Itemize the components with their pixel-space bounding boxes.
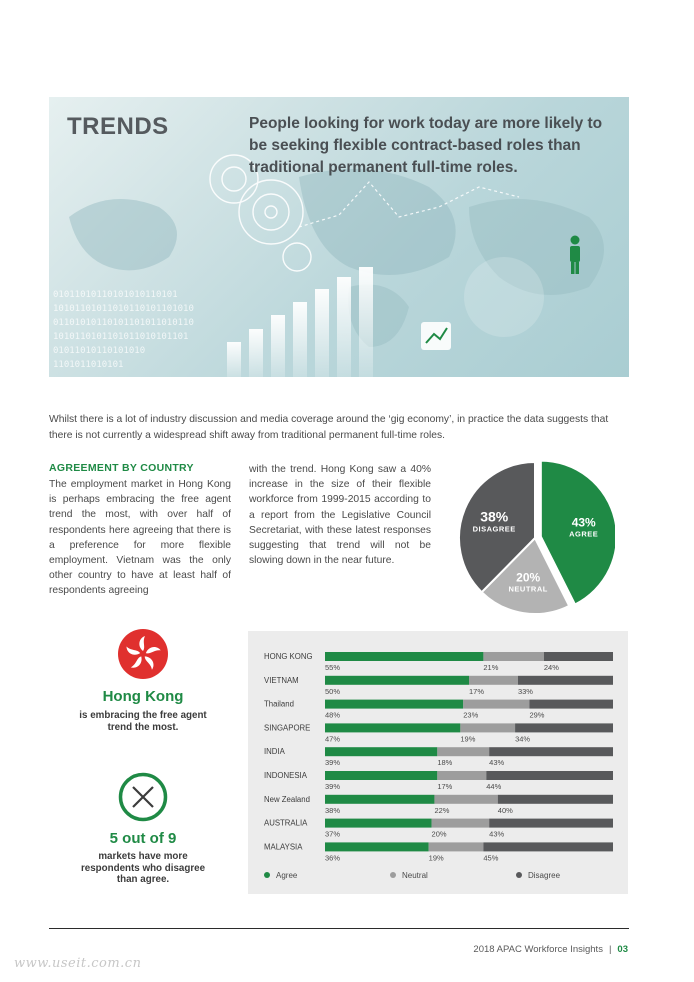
country-label: AUSTRALIA (264, 818, 308, 828)
bar-disagree (529, 700, 613, 709)
bar-neutral (469, 676, 518, 685)
bar-disagree (518, 676, 613, 685)
pie-value-disagree: 38% (480, 508, 509, 525)
pie-label-agree: AGREE (569, 529, 599, 539)
bar-value-disagree: 44% (486, 782, 502, 791)
footer-divider (49, 928, 629, 929)
country-label: HONG KONG (264, 652, 313, 661)
bar-value-neutral: 19% (428, 853, 444, 863)
svg-text:1010110101101011010101101: 1010110101101011010101101 (53, 332, 189, 342)
pie-value-agree: 43% (571, 515, 596, 530)
bar-value-disagree: 43% (489, 829, 505, 839)
bar-value-disagree: 33% (517, 686, 533, 696)
pie-value-neutral: 20% (516, 570, 541, 585)
country-stacked-bar-chart (248, 631, 628, 894)
bar-agree (325, 723, 460, 732)
bar-value-agree: 48% (325, 710, 341, 720)
country-bar-chart-panel (248, 631, 628, 894)
page-footer (473, 944, 628, 955)
hero-quote: People looking for work today are more likely to be seeking flexible contract-based roles than traditional permanent full-time roles. (249, 115, 603, 176)
svg-text:01011010110101010110101: 01011010110101010110101 (53, 290, 178, 300)
bar-agree (325, 842, 429, 851)
bar-value-neutral: 18% (437, 758, 453, 768)
svg-text:01011010110101010: 01011010110101010 (53, 346, 146, 356)
bar-value-neutral: 17% (437, 782, 453, 791)
bar-value-agree: 39% (325, 782, 341, 791)
bar-value-agree: 47% (325, 734, 341, 744)
hero-title: TRENDS (67, 113, 169, 140)
country-label: INDONESIA (264, 771, 307, 780)
country-label: MALAYSIA (264, 842, 303, 852)
hero-banner (49, 97, 629, 377)
bar-agree (325, 795, 434, 804)
bar-disagree (489, 747, 613, 756)
bar-neutral (434, 795, 497, 804)
hong-kong-flag-icon (118, 629, 168, 679)
bar-value-agree: 39% (325, 758, 341, 768)
five-out-of-nine-subtitle: markets have more respondents who disagree than agree. (80, 851, 206, 885)
agreement-pie-chart (455, 458, 615, 618)
hong-kong-title: Hong Kong (102, 688, 184, 705)
hong-kong-subtitle: is embracing the free agent trend the most. (79, 710, 207, 733)
bar-value-neutral: 19% (460, 734, 476, 744)
intro-paragraph: Whilst there is a lot of industry discussion and media coverage around the ‘gig economy’, in practice the data suggests that there is not currently a widespread shift away from traditional permanent full-time roles. (49, 414, 609, 441)
legend-label-disagree: Disagree (528, 871, 561, 880)
country-label: Thailand (264, 699, 294, 709)
bar-agree (325, 652, 483, 661)
bar-value-disagree: 24% (543, 663, 559, 672)
legend-label-agree: Agree (276, 871, 298, 880)
svg-text:01101010110101101011010110: 01101010110101101011010110 (53, 318, 194, 328)
bar-neutral (483, 652, 543, 661)
bar-value-neutral: 22% (434, 805, 450, 815)
bar-value-agree: 36% (325, 853, 341, 863)
bar-value-disagree: 45% (483, 853, 499, 863)
watermark: www.useit.com.cn (14, 956, 142, 971)
bar-agree (325, 676, 469, 685)
bar-neutral (437, 771, 486, 780)
bar-agree (325, 700, 463, 709)
bar-disagree (515, 723, 613, 732)
bar-value-disagree: 29% (529, 710, 545, 720)
bar-agree (325, 747, 437, 756)
bar-disagree (489, 819, 613, 828)
bar-value-agree: 50% (325, 686, 341, 696)
body-column-2: with the trend. Hong Kong saw a 40% increase in the size of their flexible workforce from 1999-2015 according to a report from the Legislative Council Secretariat, with these latest responses suggesting that trend will not be slowing down in the near future. (249, 464, 431, 567)
bar-disagree (498, 795, 613, 804)
bar-neutral (437, 747, 489, 756)
bar-agree (325, 771, 437, 780)
bar-value-disagree: 34% (515, 734, 531, 744)
bar-value-neutral: 17% (469, 686, 485, 696)
bar-agree (325, 819, 432, 828)
bar-value-agree: 55% (325, 663, 341, 672)
pie-label-disagree: DISAGREE (472, 524, 516, 534)
bar-value-agree: 38% (325, 805, 341, 815)
country-label: SINGAPORE (264, 723, 311, 733)
bar-neutral (429, 842, 484, 851)
footer-separator: | (608, 944, 612, 955)
legend-dot-disagree (516, 872, 522, 878)
five-out-of-nine-title: 5 out of 9 (109, 830, 177, 847)
svg-text:10101101011010110101101010: 10101101011010110101101010 (53, 304, 194, 314)
country-label: New Zealand (264, 794, 310, 804)
legend-label-neutral: Neutral (402, 871, 428, 880)
bar-neutral (463, 700, 529, 709)
bar-value-neutral: 20% (431, 829, 447, 839)
bar-value-neutral: 23% (463, 710, 479, 720)
pie-label-neutral: NEUTRAL (508, 584, 548, 594)
cross-circle-icon (118, 772, 168, 822)
bar-value-agree: 37% (325, 829, 341, 839)
footer-publication: 2018 APAC Workforce Insights (473, 944, 603, 955)
bar-value-disagree: 43% (489, 758, 505, 768)
section-heading: AGREEMENT BY COUNTRY (49, 462, 194, 474)
legend-dot-agree (264, 872, 270, 878)
bar-neutral (460, 723, 515, 732)
country-label: VIETNAM (264, 675, 299, 685)
bar-disagree (483, 842, 613, 851)
svg-text:1101011010101: 1101011010101 (53, 360, 124, 370)
bar-neutral (432, 819, 490, 828)
bar-disagree (486, 771, 613, 780)
bar-value-neutral: 21% (483, 663, 499, 672)
body-column-1: The employment market in Hong Kong is perhaps embracing the free agent trend the most, with over half of respondents here agreeing that there is a preference for more flexible employment. Vietnam was the only other country to have at least half of respondents agreeing (49, 479, 231, 597)
bar-value-disagree: 40% (497, 805, 513, 815)
legend-dot-neutral (390, 872, 396, 878)
bar-disagree (544, 652, 613, 661)
country-label: INDIA (264, 747, 285, 757)
page-number: 03 (617, 944, 628, 955)
